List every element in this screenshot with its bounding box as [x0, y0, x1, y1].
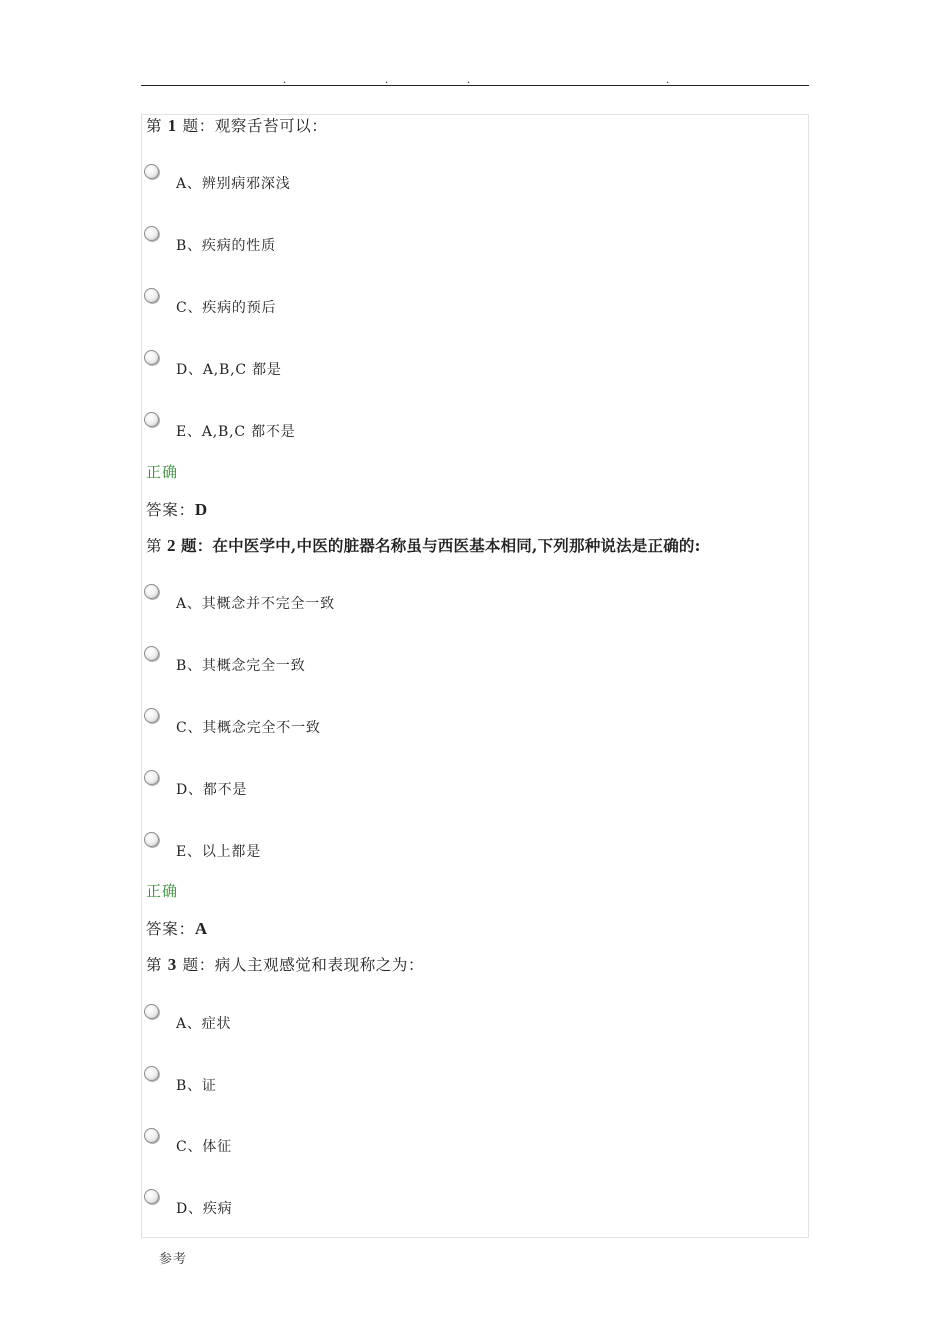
answer-line	[146, 919, 208, 939]
question-prefix: 第	[146, 117, 163, 135]
quiz-frame	[141, 114, 809, 1238]
option-label: D、都不是	[176, 782, 248, 798]
option-radio[interactable]	[144, 832, 159, 847]
option-label: B、证	[176, 1078, 217, 1094]
option-radio[interactable]	[144, 412, 159, 427]
answer-value: A	[194, 919, 208, 938]
header-dot: .	[385, 75, 389, 86]
question-title	[146, 535, 701, 557]
option-radio[interactable]	[144, 646, 159, 661]
option-label: D、A,B,C 都是	[176, 362, 282, 378]
option-label: A、其概念并不完全一致	[176, 596, 335, 612]
question-text: 题：观察舌苔可以：	[182, 117, 328, 135]
answer-value: D	[194, 500, 208, 519]
option-label: C、体征	[176, 1139, 232, 1155]
question-number: 3	[167, 955, 177, 974]
question-number: 2	[167, 536, 176, 555]
option-radio[interactable]	[144, 584, 159, 599]
option-radio[interactable]	[144, 1066, 159, 1081]
option-radio[interactable]	[144, 226, 159, 241]
option-radio[interactable]	[144, 1189, 159, 1204]
answer-label: 答案：	[146, 501, 195, 519]
header-dot: .	[467, 75, 471, 86]
option-label: B、其概念完全一致	[176, 658, 306, 674]
result-status: 正确	[146, 463, 179, 481]
option-label: E、以上都是	[176, 844, 262, 860]
option-radio[interactable]	[144, 1128, 159, 1143]
footer-text: 参考	[159, 1252, 188, 1267]
answer-line	[146, 500, 208, 520]
question-title	[146, 954, 424, 976]
option-label: B、疾病的性质	[176, 238, 276, 254]
option-label: A、症状	[176, 1016, 232, 1032]
option-radio[interactable]	[144, 770, 159, 785]
answer-label: 答案：	[146, 920, 195, 938]
option-radio[interactable]	[144, 288, 159, 303]
option-label: E、A,B,C 都不是	[176, 424, 296, 440]
header-dot: .	[666, 75, 670, 86]
question-prefix: 第	[146, 956, 163, 974]
question-title	[146, 115, 328, 137]
option-label: C、疾病的预后	[176, 300, 277, 316]
question-text: 题：病人主观感觉和表现称之为：	[182, 956, 425, 974]
option-radio[interactable]	[144, 350, 159, 365]
header-dot: .	[283, 75, 287, 86]
result-status: 正确	[146, 882, 179, 900]
option-radio[interactable]	[144, 1004, 159, 1019]
question-prefix: 第	[146, 537, 162, 555]
option-label: D、疾病	[176, 1201, 233, 1217]
header-rule	[141, 85, 809, 86]
option-radio[interactable]	[144, 164, 159, 179]
question-number: 1	[167, 116, 177, 135]
option-label: A、辨别病邪深浅	[176, 176, 291, 192]
option-label: C、其概念完全不一致	[176, 720, 321, 736]
question-text: 题：在中医学中,中医的脏器名称虽与西医基本相同,下列那种说法是正确的:	[181, 536, 701, 555]
option-radio[interactable]	[144, 708, 159, 723]
